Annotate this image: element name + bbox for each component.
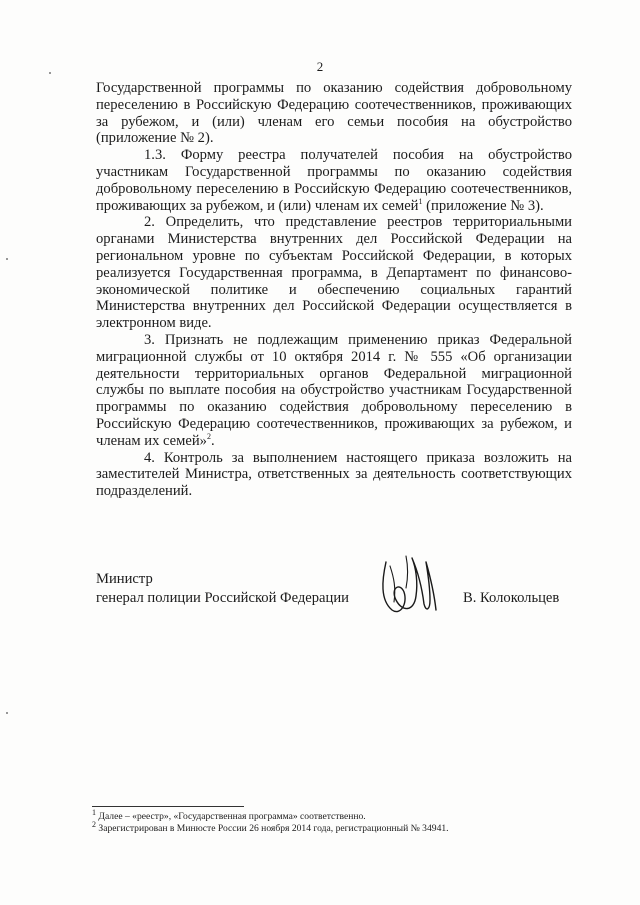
signatory-name: В. Колокольцев (463, 590, 560, 606)
footnote-ref-2: 2 (206, 431, 211, 441)
paragraph-continuation: Государственной программы по оказанию содействия добровольному переселению в Российскую Федерацию соотечественников, проживающих за рубежом, и (или) членам его семьи пособия на обустройство (приложение № 2). (96, 80, 572, 147)
scan-artifact (6, 258, 8, 260)
footnote-2-text: Зарегистрирован в Минюсте России 26 ноября 2014 года, регистрационный № 34941. (96, 823, 449, 834)
footnote-1-text: Далее – «реестр», «Государственная программа» соответственно. (96, 811, 366, 822)
paragraph-3 (96, 332, 572, 450)
footnote-1 (92, 807, 572, 823)
paragraph-3-text: 3. Признать не подлежащим применению приказ Федеральной миграционной службы от 10 октября 2014 г. № 555 «Об организации деятельности территориальных органов Федеральной миграционной службы по выплате пособия на обустройство участникам Государственной программы по оказанию содействия добровольному переселению в Российскую Федерацию соотечественников, проживающих за рубежом, и членам их семей» (96, 331, 572, 449)
paragraph-2: 2. Определить, что представление реестров территориальными органами Министерства внутренних дел Российской Федерации на региональном уровне по субъектам Российской Федерации, в которых реализуется Государственная программа, в Департамент по финансово-экономической политике и обеспечению социальных гарантий Министерства внутренних дел Российской Федерации осуществляется в электронном виде. (96, 214, 572, 332)
signatory-title: Министр (96, 571, 153, 587)
footnotes (92, 807, 572, 835)
scan-artifact (49, 72, 51, 74)
footnote-divider (92, 806, 244, 807)
footnote-2-number: 2 (92, 819, 96, 829)
paragraph-1-3-tail: (приложение № 3). (422, 197, 544, 214)
handwritten-signature (372, 552, 442, 622)
footnote-2 (92, 819, 572, 835)
signature-block (96, 570, 576, 630)
signatory-rank: генерал полиции Российской Федерации (96, 590, 349, 606)
paragraph-4: 4. Контроль за выполнением настоящего приказа возложить на заместителей Министра, ответственных за деятельность соответствующих подразделений. (96, 449, 572, 500)
page-number: 2 (316, 59, 324, 74)
paragraph-3-tail: . (210, 432, 215, 449)
document-body (96, 80, 572, 500)
scan-artifact (6, 712, 8, 714)
footnote-ref-1: 1 (418, 196, 423, 206)
paragraph-1-3 (96, 147, 572, 214)
footnote-1-number: 1 (92, 807, 96, 817)
paragraph-1-3-text: 1.3. Форму реестра получателей пособия на обустройство участникам Государственной программы по оказанию содействия добровольному переселению в Российскую Федерацию соотечественников, проживающих за рубежом, и (или) членам их семей (96, 147, 572, 214)
